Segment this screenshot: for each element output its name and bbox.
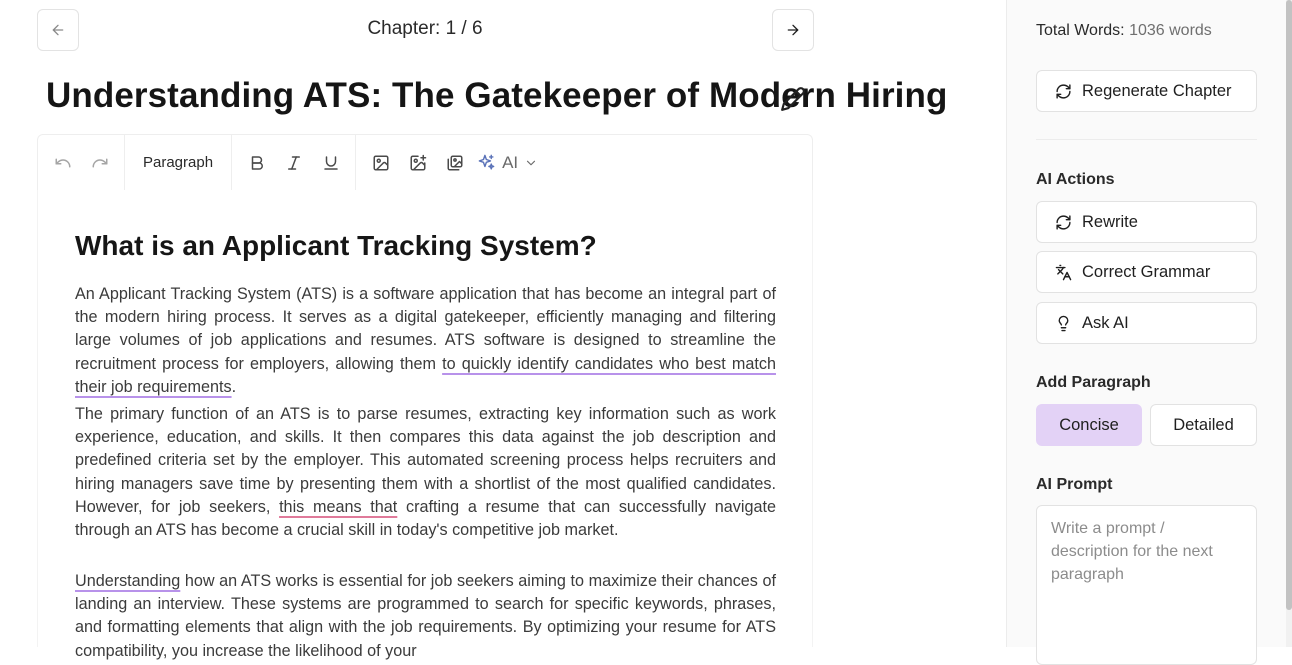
rewrite-label: Rewrite	[1082, 212, 1138, 231]
suggestion-highlight[interactable]: to quickly identify candidates who best match their job requirements	[75, 354, 776, 396]
ai-menu-button[interactable]	[473, 153, 542, 173]
previous-chapter-button[interactable]	[37, 9, 79, 51]
page-scrollbar[interactable]	[1286, 0, 1292, 647]
bold-icon	[248, 154, 266, 172]
correct-grammar-button[interactable]	[1036, 251, 1257, 293]
next-chapter-button[interactable]	[772, 9, 814, 51]
correct-grammar-label: Correct Grammar	[1082, 262, 1211, 281]
ai-prompt-heading: AI Prompt	[1036, 476, 1113, 493]
redo-icon	[91, 154, 109, 172]
paragraph-2	[75, 403, 776, 542]
block-type-group	[125, 135, 232, 190]
pencil-icon[interactable]	[780, 86, 806, 112]
redo-button[interactable]	[81, 145, 118, 181]
grammar-highlight[interactable]: this means that	[279, 497, 398, 516]
undo-icon	[54, 154, 72, 172]
rewrite-button[interactable]	[1036, 201, 1257, 243]
undo-button[interactable]	[44, 145, 81, 181]
paragraph-2-text-a: The primary function of an ATS is to parse resumes, extracting key information such as work experience, education, and skills. It then compares this data against the job description and predefined criteria set by the employer. This automated screening process helps recruiters and hiring managers save time by presenting them with a shortlist of the most qualified candidates. However, for job seekers,	[75, 405, 776, 516]
refresh-icon	[1055, 214, 1072, 231]
paragraph-3	[75, 570, 776, 663]
ai-menu-label: AI	[502, 152, 519, 172]
underline-button[interactable]	[312, 145, 349, 181]
sidebar-divider	[1036, 139, 1257, 140]
arrow-left-icon	[50, 22, 66, 38]
arrow-right-icon	[785, 22, 801, 38]
paragraph-1-text-b: .	[231, 377, 237, 396]
regenerate-chapter-label: Regenerate Chapter	[1082, 81, 1232, 100]
editor-content[interactable]	[37, 190, 813, 660]
regenerate-chapter-button[interactable]	[1036, 70, 1257, 112]
underline-icon	[322, 154, 340, 172]
concise-option-button[interactable]: Concise	[1036, 404, 1142, 446]
italic-button[interactable]	[275, 145, 312, 181]
scrollbar-thumb[interactable]	[1286, 0, 1292, 610]
gallery-button[interactable]	[436, 145, 473, 181]
history-group	[38, 135, 125, 190]
block-type-select[interactable]: Paragraph	[143, 154, 214, 171]
refresh-icon	[1055, 83, 1072, 100]
sparkles-icon	[477, 153, 496, 172]
bold-button[interactable]	[238, 145, 275, 181]
format-group	[232, 135, 356, 190]
ai-sidebar	[1006, 0, 1286, 647]
paragraph-1-text-a: An Applicant Tracking System (ATS) is a software application that has become an integral part of the modern hiring process. It serves as a digital gatekeeper, efficiently managing and filtering large volumes of job applications and resumes. ATS software is designed to streamline the recruitment process for employers, allowing them	[75, 285, 776, 373]
chapter-title-container	[46, 76, 948, 126]
image-icon	[372, 154, 390, 172]
chapter-title: Understanding ATS: The Gatekeeper of Modern Hiring	[46, 76, 948, 115]
add-image-button[interactable]	[399, 145, 436, 181]
paragraph-2-text-b: crafting a resume that can successfully navigate through an ATS has become a crucial skill in today's competitive job market.	[75, 497, 777, 540]
paragraph-1	[75, 283, 776, 399]
paragraph-3-text-b: how an ATS works is essential for job seekers aiming to maximize their chances of landing an interview. These systems are programmed to search for specific keywords, phrases, and formatting elements that align with the job requirements. By optimizing your resume for ATS compatibility, you increase the likelihood of your	[75, 572, 776, 660]
ai-actions-heading: AI Actions	[1036, 171, 1115, 188]
total-words-label: Total Words:	[1036, 22, 1125, 39]
lightbulb-icon	[1055, 315, 1072, 332]
ask-ai-label: Ask AI	[1082, 313, 1129, 332]
chevron-down-icon	[524, 156, 538, 170]
total-words	[1036, 22, 1212, 40]
add-paragraph-heading: Add Paragraph	[1036, 374, 1151, 391]
media-ai-group	[356, 135, 548, 190]
editor-toolbar	[37, 134, 813, 190]
translate-icon	[1055, 264, 1072, 281]
image-plus-icon	[409, 154, 427, 172]
chapter-indicator: Chapter: 1 / 6	[367, 18, 483, 39]
images-icon	[446, 154, 464, 172]
insert-image-button[interactable]	[362, 145, 399, 181]
section-heading: What is an Applicant Tracking System?	[75, 230, 597, 261]
ask-ai-button[interactable]	[1036, 302, 1257, 344]
italic-icon	[285, 154, 303, 172]
total-words-count: 1036 words	[1129, 22, 1212, 39]
suggestion-highlight[interactable]: Understanding	[75, 572, 181, 590]
ai-prompt-input[interactable]	[1036, 505, 1257, 665]
detailed-option-button[interactable]: Detailed	[1150, 404, 1257, 446]
